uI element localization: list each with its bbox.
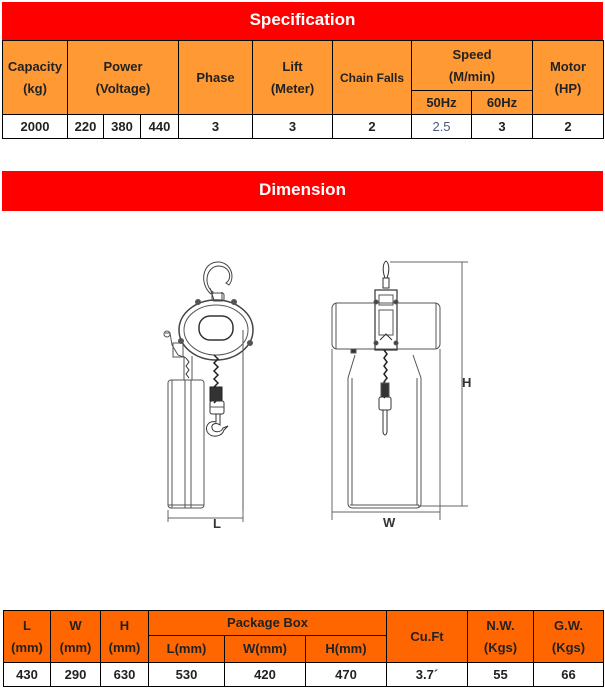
header-lift-unit: (Meter) (270, 80, 315, 96)
top-hook-icon (204, 262, 232, 294)
header-box-h: H(mm) (306, 636, 387, 663)
header-l-unit: (mm) (11, 639, 43, 655)
header-motor (533, 41, 604, 115)
header-w (51, 611, 101, 663)
header-h-unit: (mm) (108, 639, 141, 655)
hoist-dimension-diagram (140, 250, 480, 540)
hoist-side-view (164, 262, 253, 522)
header-capacity-label: Capacity (7, 58, 63, 74)
value-w: 290 (51, 663, 101, 687)
header-h-label: H (119, 617, 130, 633)
header-nw (468, 611, 534, 663)
header-cuft: Cu.Ft (387, 611, 468, 663)
value-lift: 3 (253, 115, 333, 139)
header-box-l: L(mm) (149, 636, 225, 663)
length-label: L (213, 516, 221, 531)
motor-housing (168, 380, 204, 508)
value-phase: 3 (179, 115, 253, 139)
value-power-220: 220 (68, 115, 104, 139)
header-speed-60hz: 60Hz (472, 91, 533, 115)
header-speed-unit: (M/min) (448, 68, 496, 84)
value-l: 430 (4, 663, 51, 687)
specification-title: Specification (249, 10, 356, 29)
header-speed-50hz: 50Hz (412, 91, 472, 115)
value-h: 630 (101, 663, 149, 687)
header-chain-falls: Chain Falls (333, 41, 412, 115)
value-cuft: 3.7´ (387, 663, 468, 687)
header-gw-unit: (Kgs) (551, 639, 586, 655)
header-gw-label: G.W. (554, 617, 583, 633)
value-box-w: 420 (225, 663, 306, 687)
header-l-label: L (23, 617, 31, 633)
dimension-title: Dimension (259, 180, 346, 199)
value-box-h: 470 (306, 663, 387, 687)
value-motor: 2 (533, 115, 604, 139)
header-speed-label: Speed (452, 46, 492, 62)
specification-values-row (3, 115, 604, 139)
header-w-label: W (69, 617, 82, 633)
value-chain-falls: 2 (333, 115, 412, 139)
lower-box (348, 355, 421, 508)
specification-banner (2, 2, 603, 40)
header-l (4, 611, 51, 663)
package-values-row (4, 663, 604, 687)
header-power-label: Power (103, 58, 143, 74)
header-power (68, 41, 179, 115)
height-label: H (462, 375, 472, 390)
header-motor-label: Motor (549, 58, 587, 74)
header-capacity (3, 41, 68, 115)
specification-table (2, 40, 604, 139)
header-nw-unit: (Kgs) (483, 639, 518, 655)
header-speed (412, 41, 533, 91)
value-speed-50hz: 2.5 (412, 115, 472, 139)
value-box-l: 530 (149, 663, 225, 687)
header-capacity-unit: (kg) (23, 80, 47, 96)
header-h (101, 611, 149, 663)
header-lift (253, 41, 333, 115)
bottom-hook-icon (206, 414, 228, 436)
hoist-body (179, 300, 253, 360)
length-dimension-line (168, 510, 243, 522)
value-capacity: 2000 (3, 115, 68, 139)
header-box-w: W(mm) (225, 636, 306, 663)
value-power-380: 380 (104, 115, 141, 139)
header-w-unit: (mm) (59, 639, 92, 655)
value-nw: 55 (468, 663, 534, 687)
header-gw (534, 611, 604, 663)
header-power-unit: (Voltage) (95, 80, 151, 96)
value-power-440: 440 (141, 115, 179, 139)
value-gw: 66 (534, 663, 604, 687)
package-table (3, 610, 604, 687)
dimension-banner (2, 171, 603, 211)
hoist-front-view (332, 261, 468, 520)
header-phase: Phase (179, 41, 253, 115)
value-speed-60hz: 3 (472, 115, 533, 139)
header-motor-unit: (HP) (554, 80, 582, 96)
width-label: W (383, 515, 396, 530)
height-dimension-line (390, 262, 468, 506)
header-package-box: Package Box (149, 611, 387, 636)
header-nw-label: N.W. (486, 617, 515, 633)
header-lift-label: Lift (282, 58, 303, 74)
